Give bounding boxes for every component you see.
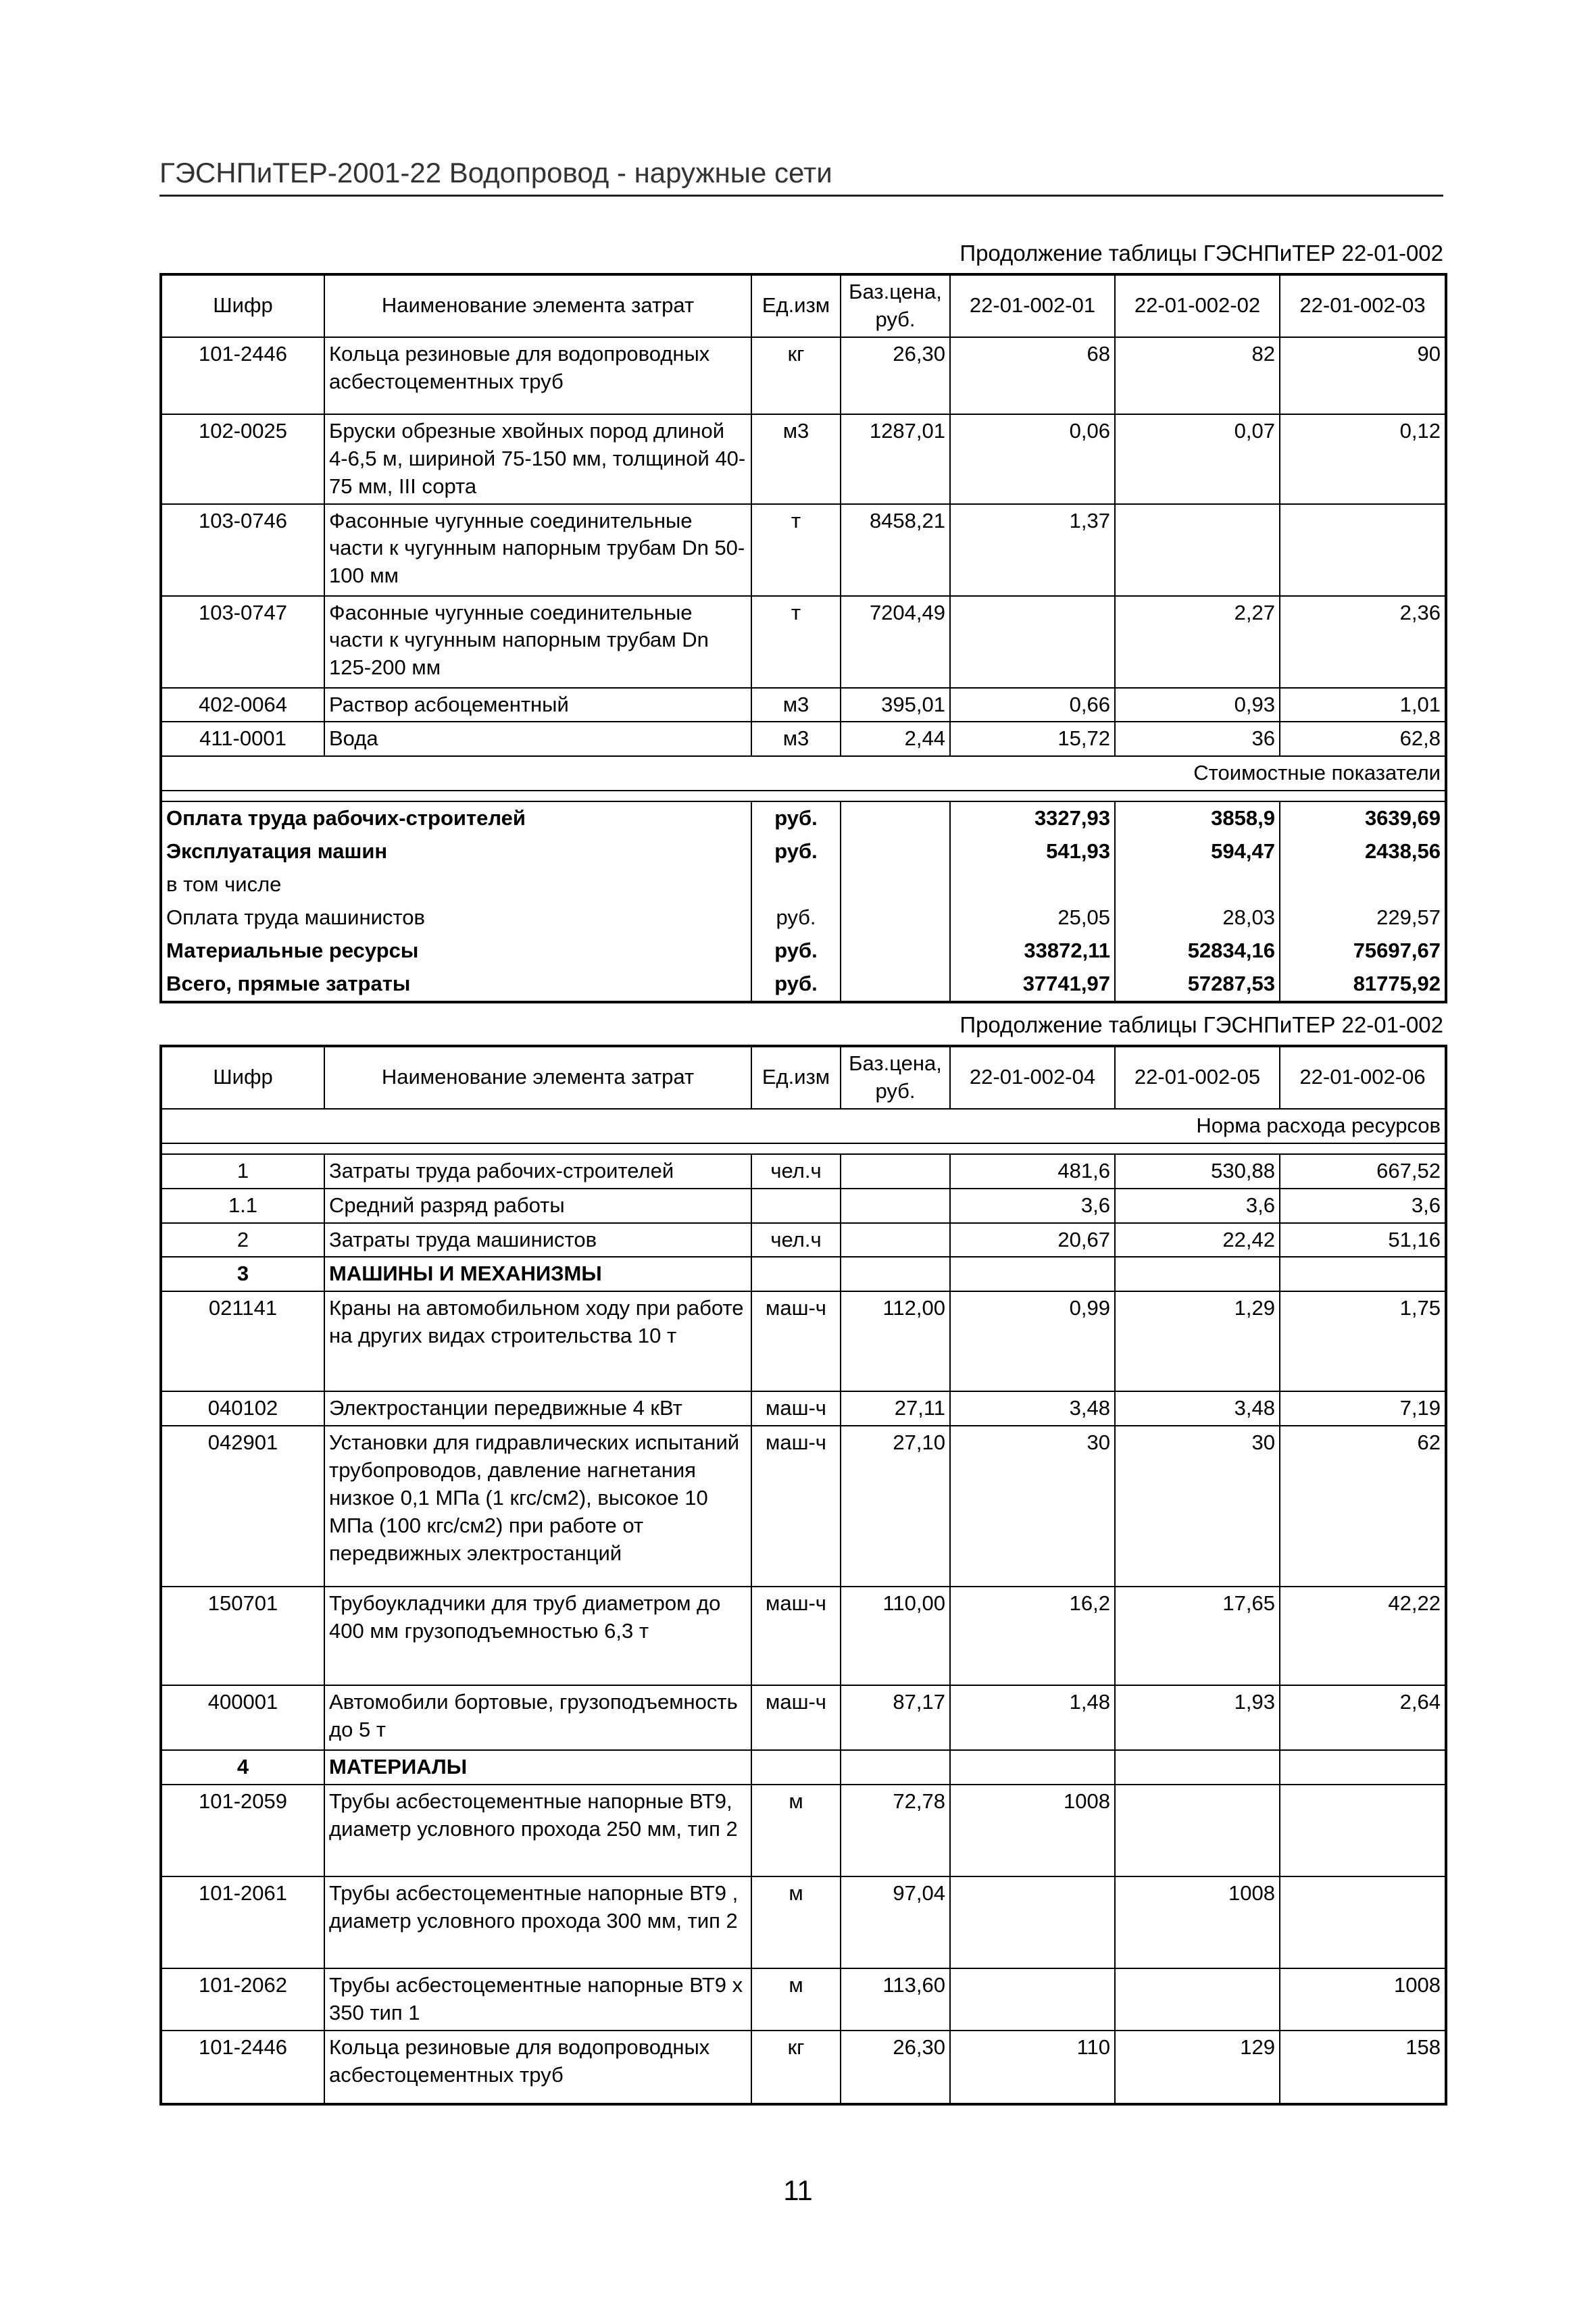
cell-value-1: 0,66 [950,688,1115,722]
cell-unit: маш-ч [751,1391,841,1426]
table-row [161,1587,1446,1685]
cell-value-3: 7,19 [1280,1391,1446,1426]
summary-value-1: 541,93 [950,835,1115,868]
separator-row [161,791,1446,801]
table-row [161,722,1446,756]
summary-value-2: 57287,53 [1115,968,1280,1002]
cell-price: 97,04 [841,1876,950,1968]
cell-value-3: 62,8 [1280,722,1446,756]
cell-value-1: 1,37 [950,504,1115,596]
summary-price [841,968,950,1002]
summary-value-1: 25,05 [950,901,1115,935]
cell-price: 26,30 [841,337,950,414]
cell-unit: т [751,596,841,688]
summary-row [161,935,1446,968]
cell-value-3: 1008 [1280,1968,1446,2031]
cell-price: 112,00 [841,1291,950,1391]
summary-value-2: 594,47 [1115,835,1280,868]
page-number: 11 [783,2174,813,2206]
table-row [161,1968,1446,2031]
summary-row [161,868,1446,901]
cell-value-3: 158 [1280,2031,1446,2104]
cell-price: 7204,49 [841,596,950,688]
cell-name: Средний разряд работы [324,1189,751,1223]
cell-code: 400001 [161,1685,324,1750]
cell-name: Затраты труда машинистов [324,1223,751,1258]
cell-code: 102-0025 [161,414,324,504]
cell-unit: м3 [751,722,841,756]
col-header-code: Шифр [161,274,324,337]
table-row [161,596,1446,688]
cell-code: 3 [161,1257,324,1291]
cell-code: 021141 [161,1291,324,1391]
cell-value-1 [950,1968,1115,2031]
cell-unit: м3 [751,414,841,504]
cell-code: 1.1 [161,1189,324,1223]
cell-value-3: 3,6 [1280,1189,1446,1223]
summary-value-3: 229,57 [1280,901,1446,935]
cell-unit: м [751,1968,841,2031]
summary-price [841,835,950,868]
summary-unit: руб. [751,835,841,868]
cell-value-1: 1008 [950,1785,1115,1876]
cell-name: Бруски обрезные хвойных пород длиной 4-6,5 м, шириной 75-150 мм, толщиной 40-75 мм, III сорта [324,414,751,504]
cell-value-3: 667,52 [1280,1154,1446,1189]
summary-value-3: 75697,67 [1280,935,1446,968]
cell-value-1: 15,72 [950,722,1115,756]
cell-unit: кг [751,337,841,414]
cell-price: 8458,21 [841,504,950,596]
cell-name: Фасонные чугунные соединительные части к чугунным напорным трубам Dn 50-100 мм [324,504,751,596]
table-row [161,1391,1446,1426]
cell-unit [751,1257,841,1291]
cell-value-2 [1115,1785,1280,1876]
cell-price: 113,60 [841,1968,950,2031]
cell-value-2: 530,88 [1115,1154,1280,1189]
cell-value-3 [1280,1876,1446,1968]
table-row [161,688,1446,722]
section-label: Норма расхода ресурсов [161,1109,1446,1143]
cell-value-1: 20,67 [950,1223,1115,1258]
section-row [161,756,1446,791]
cell-unit: м3 [751,688,841,722]
col-header-norm-05: 22-01-002-05 [1115,1046,1280,1109]
summary-value-2 [1115,868,1280,901]
cell-value-3: 0,12 [1280,414,1446,504]
cell-value-3: 2,36 [1280,596,1446,688]
table-row [161,504,1446,596]
table-row [161,337,1446,414]
cell-price: 2,44 [841,722,950,756]
summary-price [841,801,950,835]
summary-name: Материальные ресурсы [161,935,751,968]
table-row [161,1426,1446,1587]
cell-name: Автомобили бортовые, грузоподъемность до 5 т [324,1685,751,1750]
summary-value-1: 33872,11 [950,935,1115,968]
cell-value-3: 1,01 [1280,688,1446,722]
table-row [161,1257,1446,1291]
cell-value-2: 17,65 [1115,1587,1280,1685]
summary-value-3 [1280,868,1446,901]
table2-caption: Продолжение таблицы ГЭСНПиТЕР 22-01-002 [959,1012,1443,1037]
cell-price: 72,78 [841,1785,950,1876]
cell-code: 103-0746 [161,504,324,596]
cell-price [841,1750,950,1785]
col-header-price: Баз.цена, руб. [841,274,950,337]
cell-value-1 [950,596,1115,688]
cell-value-1: 0,06 [950,414,1115,504]
cell-value-1: 3,6 [950,1189,1115,1223]
cell-value-2: 2,27 [1115,596,1280,688]
cell-unit: м [751,1876,841,1968]
col-header-unit: Ед.изм [751,274,841,337]
cell-name: Трубы асбестоцементные напорные ВТ9 , диаметр условного прохода 300 мм, тип 2 [324,1876,751,1968]
cell-price: 26,30 [841,2031,950,2104]
summary-unit [751,868,841,901]
cell-value-3: 42,22 [1280,1587,1446,1685]
table-header-row [161,274,1446,337]
table-row [161,1189,1446,1223]
table-row [161,1154,1446,1189]
cell-value-1 [950,1257,1115,1291]
cell-value-2: 1,29 [1115,1291,1280,1391]
cell-value-3 [1280,1257,1446,1291]
cell-value-2 [1115,1257,1280,1291]
summary-value-3: 2438,56 [1280,835,1446,868]
cell-code: 101-2061 [161,1876,324,1968]
summary-name: Эксплуатация машин [161,835,751,868]
cell-value-1: 110 [950,2031,1115,2104]
col-header-norm-02: 22-01-002-02 [1115,274,1280,337]
summary-name: Всего, прямые затраты [161,968,751,1002]
summary-price [841,868,950,901]
summary-row [161,801,1446,835]
table-row [161,1876,1446,1968]
cell-code: 101-2446 [161,337,324,414]
col-header-norm-01: 22-01-002-01 [950,274,1115,337]
summary-value-2: 52834,16 [1115,935,1280,968]
cell-code: 101-2062 [161,1968,324,2031]
cell-name: Трубоукладчики для труб диаметром до 400 мм грузоподъемностью 6,3 т [324,1587,751,1685]
document-header: ГЭСНПиТЕР-2001-22 Водопровод - наружные сети [159,157,1443,197]
summary-unit: руб. [751,901,841,935]
cell-value-3: 90 [1280,337,1446,414]
cell-code: 4 [161,1750,324,1785]
cell-name: Трубы асбестоцементные напорные ВТ9, диаметр условного прохода 250 мм, тип 2 [324,1785,751,1876]
summary-row [161,968,1446,1002]
cell-value-2: 30 [1115,1426,1280,1587]
cell-value-2: 36 [1115,722,1280,756]
cell-code: 101-2059 [161,1785,324,1876]
col-header-norm-06: 22-01-002-06 [1280,1046,1446,1109]
cell-value-2: 129 [1115,2031,1280,2104]
table-row [161,414,1446,504]
summary-value-1 [950,868,1115,901]
cell-value-1: 1,48 [950,1685,1115,1750]
table-row [161,2031,1446,2104]
cell-code: 103-0747 [161,596,324,688]
cell-value-1: 0,99 [950,1291,1115,1391]
separator-row [161,1143,1446,1154]
separator-cell [161,791,1446,801]
cell-value-2: 0,07 [1115,414,1280,504]
summary-row [161,901,1446,935]
col-header-norm-03: 22-01-002-03 [1280,274,1446,337]
col-header-norm-04: 22-01-002-04 [950,1046,1115,1109]
cell-value-1: 16,2 [950,1587,1115,1685]
cell-price: 87,17 [841,1685,950,1750]
cell-code: 1 [161,1154,324,1189]
cell-value-1: 481,6 [950,1154,1115,1189]
cell-code: 042901 [161,1426,324,1587]
resource-table-1 [159,273,1447,1003]
cell-unit: чел.ч [751,1223,841,1258]
cell-unit [751,1750,841,1785]
cell-value-3: 1,75 [1280,1291,1446,1391]
cell-price: 110,00 [841,1587,950,1685]
cell-value-3 [1280,1785,1446,1876]
col-header-unit: Ед.изм [751,1046,841,1109]
cell-name: Раствор асбоцементный [324,688,751,722]
cell-price: 395,01 [841,688,950,722]
cell-value-1: 68 [950,337,1115,414]
cell-value-3 [1280,504,1446,596]
summary-value-2: 3858,9 [1115,801,1280,835]
cell-unit: кг [751,2031,841,2104]
cell-value-2: 82 [1115,337,1280,414]
table1-caption: Продолжение таблицы ГЭСНПиТЕР 22-01-002 [959,241,1443,266]
cell-unit: маш-ч [751,1587,841,1685]
summary-price [841,935,950,968]
section-label: Стоимостные показатели [161,756,1446,791]
summary-name: в том числе [161,868,751,901]
table-row [161,1750,1446,1785]
summary-value-2: 28,03 [1115,901,1280,935]
cell-name: Трубы асбестоцементные напорные ВТ9 х 350 тип 1 [324,1968,751,2031]
cell-name: Краны на автомобильном ходу при работе на других видах строительства 10 т [324,1291,751,1391]
table-row [161,1291,1446,1391]
cell-value-3: 51,16 [1280,1223,1446,1258]
col-header-code: Шифр [161,1046,324,1109]
summary-unit: руб. [751,801,841,835]
cell-price [841,1154,950,1189]
cell-unit: маш-ч [751,1685,841,1750]
cell-price: 27,11 [841,1391,950,1426]
cell-name: МАШИНЫ И МЕХАНИЗМЫ [324,1257,751,1291]
cell-value-3: 62 [1280,1426,1446,1587]
cell-code: 2 [161,1223,324,1258]
cell-code: 411-0001 [161,722,324,756]
summary-name: Оплата труда рабочих-строителей [161,801,751,835]
summary-value-3: 3639,69 [1280,801,1446,835]
cell-price [841,1189,950,1223]
table-header-row [161,1046,1446,1109]
summary-value-1: 3327,93 [950,801,1115,835]
cell-unit: т [751,504,841,596]
cell-value-1 [950,1750,1115,1785]
cell-name: Фасонные чугунные соединительные части к чугунным напорным трубам Dn 125-200 мм [324,596,751,688]
cell-value-1 [950,1876,1115,1968]
summary-price [841,901,950,935]
cell-value-2 [1115,504,1280,596]
cell-unit [751,1189,841,1223]
cell-unit: чел.ч [751,1154,841,1189]
cell-unit: маш-ч [751,1291,841,1391]
cell-value-2 [1115,1750,1280,1785]
cell-value-2: 3,6 [1115,1189,1280,1223]
cell-value-3: 2,64 [1280,1685,1446,1750]
cell-price: 27,10 [841,1426,950,1587]
cell-name: Кольца резиновые для водопроводных асбестоцементных труб [324,2031,751,2104]
cell-name: Вода [324,722,751,756]
cell-unit: м [751,1785,841,1876]
cell-name: Установки для гидравлических испытаний трубопроводов, давление нагнетания низкое 0,1 МПа (1 кгс/см2), высокое 10 МПа (100 кгс/см2) при работе от передвижных электростанций [324,1426,751,1587]
table-row [161,1223,1446,1258]
cell-name: МАТЕРИАЛЫ [324,1750,751,1785]
cell-value-2: 3,48 [1115,1391,1280,1426]
resource-table-2 [159,1045,1447,2106]
col-header-price: Баз.цена, руб. [841,1046,950,1109]
summary-value-3: 81775,92 [1280,968,1446,1002]
cell-code: 402-0064 [161,688,324,722]
summary-name: Оплата труда машинистов [161,901,751,935]
separator-cell [161,1143,1446,1154]
cell-name: Кольца резиновые для водопроводных асбестоцементных труб [324,337,751,414]
cell-value-2: 1,93 [1115,1685,1280,1750]
cell-price [841,1257,950,1291]
cell-price [841,1223,950,1258]
cell-code: 040102 [161,1391,324,1426]
cell-value-1: 3,48 [950,1391,1115,1426]
cell-value-2: 0,93 [1115,688,1280,722]
cell-value-2: 1008 [1115,1876,1280,1968]
summary-unit: руб. [751,935,841,968]
cell-value-1: 30 [950,1426,1115,1587]
cell-value-2: 22,42 [1115,1223,1280,1258]
cell-value-3 [1280,1750,1446,1785]
cell-name: Электростанции передвижные 4 кВт [324,1391,751,1426]
col-header-name: Наименование элемента затрат [324,274,751,337]
cell-code: 101-2446 [161,2031,324,2104]
cell-value-2 [1115,1968,1280,2031]
section-row [161,1109,1446,1143]
table-row [161,1685,1446,1750]
summary-row [161,835,1446,868]
cell-price: 1287,01 [841,414,950,504]
cell-unit: маш-ч [751,1426,841,1587]
table-row [161,1785,1446,1876]
cell-code: 150701 [161,1587,324,1685]
summary-value-1: 37741,97 [950,968,1115,1002]
cell-name: Затраты труда рабочих-строителей [324,1154,751,1189]
col-header-name: Наименование элемента затрат [324,1046,751,1109]
summary-unit: руб. [751,968,841,1002]
